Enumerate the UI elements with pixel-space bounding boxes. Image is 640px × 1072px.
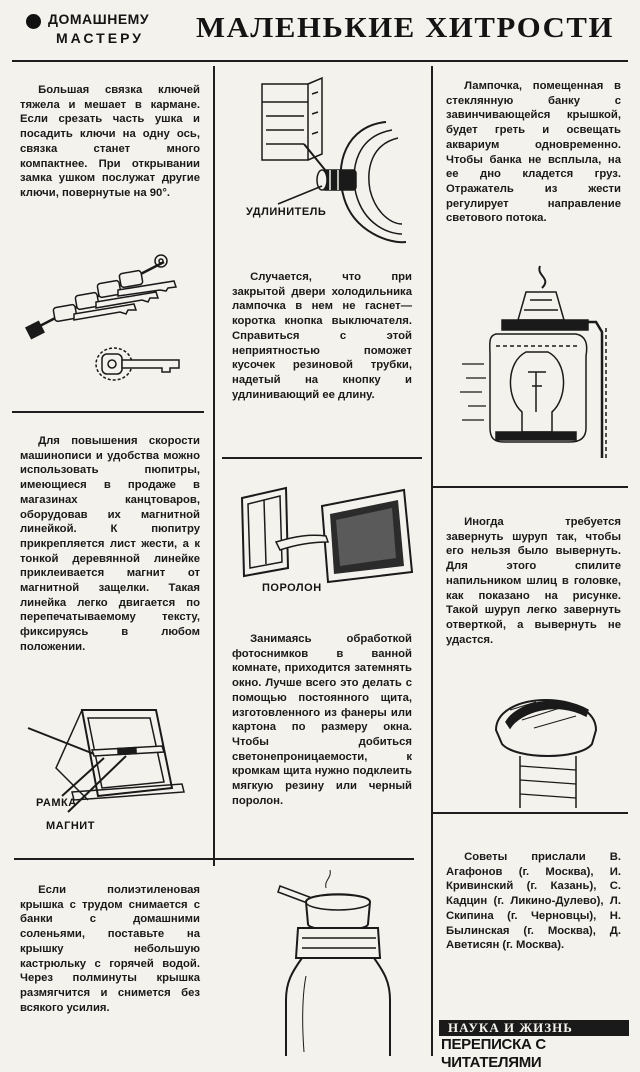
tip-typing-text: Для повышения скорости машинописи и удобства можно использовать пюпитры, имеющиеся в продаже в магазинах канцтоваров, оборудовав их магнитной линейкой. К пюпитру прикрепляется лист жести, а к тонкой деревянной линейке приклеивается магнит от магнитной защелки. Такая линейка легко двигается по перепечатываемому тексту, фиксируясь в любом положении. [20, 435, 200, 653]
lamp-socket [518, 292, 564, 320]
rubric-line-2: МАСТЕРУ [56, 30, 144, 46]
label-foam: ПОРОЛОН [262, 582, 322, 594]
tip-lid-text: Если полиэтиленовая крышка с трудом снимается с банки с домашними соленьями, поставьте на крышку небольшую кастрюльку с горячей водой. Через полминуты крышка размягчится и снимется без всякого усилия. [20, 884, 200, 1014]
divider-bottom [14, 858, 414, 860]
rubric-line-1: ДОМАШНЕМУ [48, 11, 150, 27]
divider-right-2 [431, 812, 628, 814]
column-divider-right [431, 66, 433, 1056]
tip-screw-text: Иногда требуется завернуть шуруп так, чтобы его нельзя было вывернуть. Для этого спилите напильником шлиц в головке, как показано на рисунке. Такой шуруп легко завернуть отверткой, а вывернуть не удастся. [446, 516, 621, 646]
glass-jar-body [286, 958, 390, 1056]
single-key [96, 348, 179, 380]
header-rule [12, 60, 628, 62]
jar-lid [296, 928, 380, 958]
window-shield-illustration [236, 484, 422, 594]
fridge-illustration [226, 74, 422, 254]
tip-fridge-text: Случается, что при закрытой двери холодильника лампочка в нем не гаснет—коротка кнопка выключателя. Справиться с этой неприятностью поможет кусочек резиновой трубки, надетый на кнопку и удлинивающий ее длину. [232, 271, 412, 401]
jar-lid-illustration [266, 876, 406, 1056]
pot [306, 895, 370, 931]
fridge [262, 78, 322, 160]
bulb [510, 352, 563, 432]
column-divider-left [213, 66, 215, 866]
divider-right-1 [431, 486, 628, 488]
footer-brand: НАУКА И ЖИЗНЬ [448, 1020, 573, 1035]
keys-illustration [24, 248, 194, 388]
divider-middle-1 [222, 457, 422, 459]
tip-window-text: Занимаясь обработкой фотоснимков в ванной комнате, приходится затемнять окно. Лучше всего это делать с помощью постоянного щита, изготовленного из фанеры или картона по размеру окна. Чтобы добиться светонепроницаемости, к кромкам щита нужно подклеить мягкую резину или черный поролон. [232, 633, 412, 807]
tip-lamp-text: Лампочка, помещенная в стеклянную банку с завинчивающейся крышкой, будет греть и освещать аквариум одновременно. Чтобы банка не всплыла, на ее дно кладется груз. Отражатель из жести регулирует направление светового потока. [446, 80, 621, 225]
label-magnet: МАГНИТ [46, 820, 95, 832]
tip-keys-text: Большая связка ключей тяжела и мешает в кармане. Если срезать часть ушка и посадить ключи на одну ось, связка станет много компактнее. При открывании замка ушком послужат другие ключи, повернутые на 90°. [20, 84, 200, 199]
credits-text: Советы прислали В. Агафонов (г. Москва), И. Кривинский (г. Казань), С. Кадцин (г. Ликино-Дулево), Л. Скипина (г. Черновцы), Н. Былинская (г. Москва), Д. Аветисян (г. Москва). [446, 851, 621, 952]
typing-stand-illustration [22, 700, 208, 820]
label-frame: РАМКА [36, 797, 77, 809]
footer-section: ПЕРЕПИСКА С ЧИТАТЕЛЯМИ [441, 1036, 546, 1071]
divider-left-1 [12, 411, 204, 413]
key-bunch [26, 255, 176, 339]
label-extension: УДЛИНИТЕЛЬ [246, 206, 327, 218]
lamp-jar-illustration [456, 262, 626, 462]
screw-illustration [476, 670, 616, 810]
switch-closeup [317, 122, 406, 242]
page-title: МАЛЕНЬКИЕ ХИТРОСТИ [196, 12, 614, 44]
rubric-bullet [26, 14, 41, 29]
